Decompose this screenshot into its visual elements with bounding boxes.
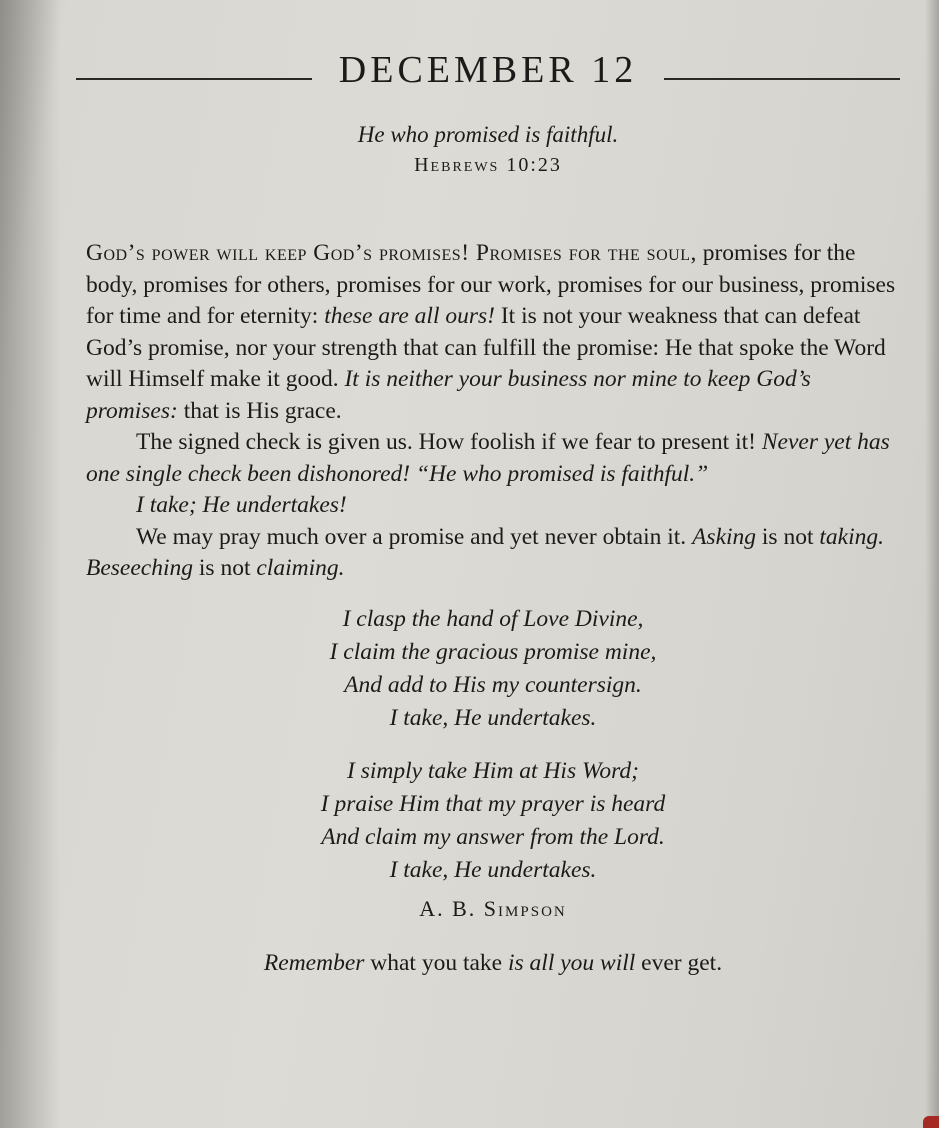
text-span: ever get.	[635, 950, 723, 976]
emphasis: claiming.	[256, 555, 345, 581]
text-span: We may pray much over a promise and yet never obtain it.	[136, 523, 693, 550]
poem-line: I praise Him that my prayer is heard	[320, 790, 666, 817]
poem-stanza-2	[86, 755, 900, 887]
poem-line: I take, He undertakes.	[389, 856, 597, 883]
text-span: that is His grace.	[177, 397, 342, 424]
emphasis: these are all ours!	[324, 303, 495, 329]
poem-line: And claim my answer from the Lord.	[321, 823, 665, 850]
page-header	[76, 48, 900, 98]
emphasis: It is neither your business nor mine to keep God’s promises:	[86, 366, 811, 424]
header-rule-left	[76, 78, 312, 80]
text-span: is not	[193, 555, 257, 581]
poem-line: I claim the gracious promise mine,	[329, 638, 657, 665]
text-span: is not	[756, 523, 820, 550]
emphasis: I take; He undertakes!	[136, 492, 347, 518]
emphasis: Never yet has one single check been dishonored! “He who promised is faithful.”	[86, 429, 890, 487]
gutter-shadow	[0, 0, 60, 1128]
paragraph-1	[86, 238, 900, 427]
emphasis: Remember	[263, 950, 365, 976]
paragraph-3	[86, 490, 900, 522]
epigraph-reference: Hebrews 10:23	[414, 154, 562, 176]
text-span: promises for the body, promises for others, promises for our work, promises for our business, promises for time and for eternity:	[86, 240, 896, 329]
text-span: what you take	[364, 950, 508, 976]
poem-line: I take, He undertakes.	[389, 704, 597, 731]
text-span: The signed check is given us. How foolish if we fear to present it!	[136, 429, 762, 455]
devotional-body	[86, 238, 900, 980]
lead-in: God’s power will keep God’s promises! Promises for the soul,	[86, 240, 697, 266]
red-cover-corner	[923, 1116, 939, 1128]
poem-line: I clasp the hand of Love Divine,	[342, 605, 644, 632]
page-edge	[925, 0, 939, 1128]
text-span: It is not your weakness that can defeat God’s promise, nor your strength that can fulfill the promise: He that spoke the Word will Himself make it good.	[86, 303, 886, 392]
emphasis: Asking	[692, 523, 757, 550]
epigraph	[76, 120, 900, 180]
emphasis: taking. Beseeching	[86, 523, 884, 581]
header-rule-right	[664, 78, 900, 80]
closing-line	[86, 948, 900, 980]
poem-line: And add to His my countersign.	[344, 671, 642, 698]
paragraph-2	[86, 427, 900, 490]
emphasis: is all you will	[507, 950, 636, 976]
paragraph-4	[86, 522, 900, 585]
poem-author: A. B. Simpson	[419, 895, 567, 921]
date-title: DECEMBER 12	[338, 49, 638, 91]
epigraph-quote: He who promised is faithful.	[357, 122, 619, 147]
poem-line: I simply take Him at His Word;	[347, 757, 639, 784]
poem-stanza-1	[86, 603, 900, 735]
